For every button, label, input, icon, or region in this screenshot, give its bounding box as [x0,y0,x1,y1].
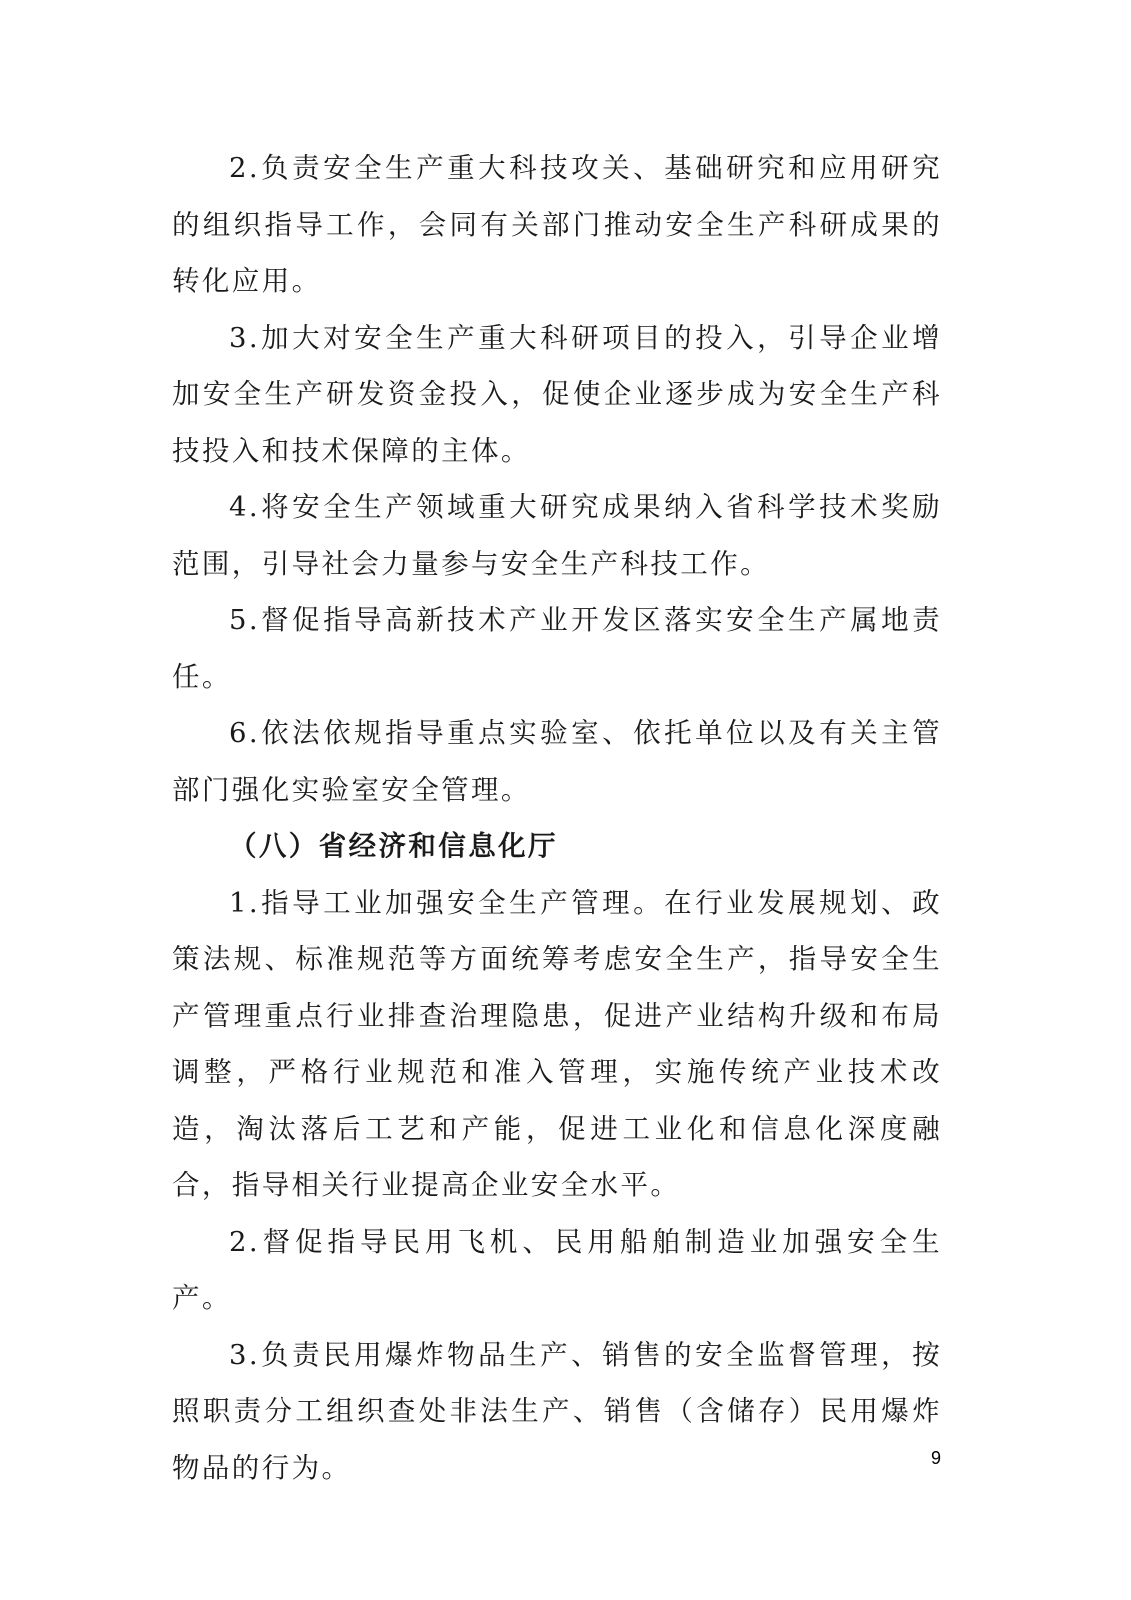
paragraph-item-2b: 2.督促指导民用飞机、民用船舶制造业加强安全生产。 [172,1225,942,1314]
document-body [172,140,942,1496]
paragraph-item-1: 1.指导工业加强安全生产管理。在行业发展规划、政策法规、标准规范等方面统筹考虑安全生产，指导安全生产管理重点行业排查治理隐患，促进产业结构升级和布局调整，严格行业规范和准入管理，实施传统产业技术改造，淘汰落后工艺和产能，促进工业化和信息化深度融合，指导相关行业提高企业安全水平。 [172,886,942,1201]
paragraph-item-2: 2.负责安全生产重大科技攻关、基础研究和应用研究的组织指导工作，会同有关部门推动安全生产科研成果的转化应用。 [172,152,942,297]
section-heading: （八）省经济和信息化厅 [229,830,558,862]
paragraph-item-5: 5.督促指导高新技术产业开发区落实安全生产属地责任。 [172,604,942,693]
paragraph-item-3: 3.加大对安全生产重大科研项目的投入，引导企业增加安全生产研发资金投入，促使企业逐步成为安全生产科技投入和技术保障的主体。 [172,321,942,467]
page-number: 9 [930,1448,941,1468]
paragraph-item-4: 4.将安全生产领域重大研究成果纳入省科学技术奖励范围，引导社会力量参与安全生产科技工作。 [172,491,942,580]
paragraph-item-6: 6.依法依规指导重点实验室、依托单位以及有关主管部门强化实验室安全管理。 [172,717,942,806]
paragraph-item-3b: 3.负责民用爆炸物品生产、销售的安全监督管理，按照职责分工组织查处非法生产、销售（含储存）民用爆炸物品的行为。 [172,1338,942,1484]
